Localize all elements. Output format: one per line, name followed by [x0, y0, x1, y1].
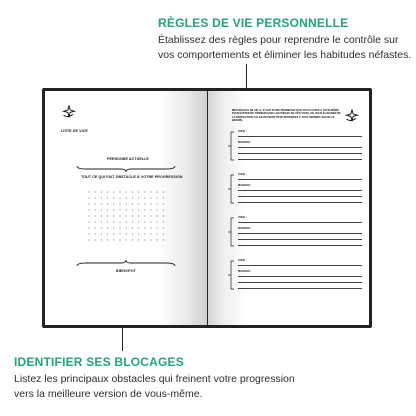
vice-section [228, 129, 364, 167]
grid-dot [113, 215, 114, 216]
grid-dot [95, 227, 96, 228]
grid-dot [107, 191, 108, 192]
grid-dot [150, 215, 151, 216]
grid-dot [119, 227, 120, 228]
grid-dot [126, 221, 127, 222]
grid-dot [95, 209, 96, 210]
grid-dot [144, 191, 145, 192]
grid-dot [163, 233, 164, 234]
reason-write-line[interactable] [238, 190, 362, 191]
grid-dot [113, 227, 114, 228]
top-caption-title: RÈGLES DE VIE PERSONNELLE [158, 16, 349, 30]
grid-dot [95, 233, 96, 234]
grid-dot [163, 227, 164, 228]
reason-write-line[interactable] [238, 196, 362, 197]
vice-write-line[interactable] [238, 179, 362, 180]
left-page-title: LISTE DE VICE [61, 129, 88, 133]
grid-dot [157, 239, 158, 240]
reason-label: RAISON : [238, 226, 252, 230]
grid-dot [150, 203, 151, 204]
grid-dot [163, 203, 164, 204]
dot-grid [86, 189, 166, 243]
grid-dot [126, 227, 127, 228]
grid-dot [144, 215, 145, 216]
grid-dot [119, 215, 120, 216]
vice-label: VICE : [238, 129, 247, 133]
grid-dot [119, 197, 120, 198]
grid-dot [88, 191, 89, 192]
grid-dot [157, 215, 158, 216]
reason-write-line[interactable] [238, 153, 362, 154]
grid-dot [126, 197, 127, 198]
grid-dot [107, 203, 108, 204]
grid-dot [163, 197, 164, 198]
grid-dot [95, 221, 96, 222]
grid-dot [150, 227, 151, 228]
grid-dot [150, 221, 151, 222]
bottom-label: BIENVEYIT [116, 269, 136, 273]
grid-dot [132, 197, 133, 198]
grid-dot [88, 221, 89, 222]
grid-dot [101, 239, 102, 240]
grid-dot [138, 215, 139, 216]
grid-dot [101, 221, 102, 222]
grid-dot [138, 239, 139, 240]
bottom-caption-title: IDENTIFIER SES BLOCAGES [14, 355, 184, 369]
grid-dot [132, 227, 133, 228]
open-notebook [42, 88, 372, 328]
sparkle-logo-icon-right [344, 109, 360, 123]
grid-dot [126, 239, 127, 240]
grid-dot [101, 191, 102, 192]
vice-write-line[interactable] [238, 265, 362, 266]
grid-dot [107, 227, 108, 228]
grid-dot [157, 233, 158, 234]
grid-dot [157, 203, 158, 204]
grid-dot [88, 197, 89, 198]
grid-dot [101, 209, 102, 210]
right-page [208, 91, 369, 325]
vice-write-line[interactable] [238, 136, 362, 137]
reason-write-line[interactable] [238, 202, 362, 203]
vice-section [228, 215, 364, 253]
grid-dot [107, 197, 108, 198]
grid-dot [138, 233, 139, 234]
grid-dot [119, 191, 120, 192]
grid-dot [144, 227, 145, 228]
grid-dot [132, 209, 133, 210]
grid-dot [95, 191, 96, 192]
grid-dot [157, 209, 158, 210]
reason-write-line[interactable] [238, 288, 362, 289]
grid-dot [107, 221, 108, 222]
grid-dot [107, 209, 108, 210]
grid-dot [132, 215, 133, 216]
grid-dot [163, 239, 164, 240]
reason-label: RAISON : [238, 183, 252, 187]
left-page [45, 91, 207, 325]
grid-dot [138, 203, 139, 204]
grid-dot [113, 197, 114, 198]
vice-section [228, 172, 364, 210]
grid-dot [163, 209, 164, 210]
grid-dot [95, 239, 96, 240]
grid-dot [88, 233, 89, 234]
reason-label: RAISON : [238, 269, 252, 273]
grid-dot [119, 239, 120, 240]
grid-dot [101, 233, 102, 234]
grid-dot [113, 239, 114, 240]
grid-dot [88, 215, 89, 216]
section-bracket [228, 260, 234, 290]
grid-dot [150, 209, 151, 210]
grid-dot [132, 203, 133, 204]
grid-dot [126, 203, 127, 204]
grid-dot [132, 239, 133, 240]
current-person-label: PERSONNE ACTUELLE [107, 157, 149, 161]
grid-dot [107, 239, 108, 240]
section-bracket [228, 217, 234, 247]
grid-dot [113, 209, 114, 210]
grid-dot [95, 215, 96, 216]
reason-write-line[interactable] [238, 245, 362, 246]
grid-dot [150, 233, 151, 234]
reason-label: RAISON : [238, 140, 252, 144]
reason-write-line[interactable] [238, 147, 362, 148]
grid-dot [101, 227, 102, 228]
grid-dot [88, 209, 89, 210]
grid-dot [107, 233, 108, 234]
obstacles-subtitle: TOUT CE QUI FAIT OBSTACLE À VOTRE PROGRESSION [81, 175, 183, 179]
section-bracket [228, 174, 234, 204]
grid-dot [132, 191, 133, 192]
grid-dot [88, 239, 89, 240]
grid-dot [88, 227, 89, 228]
reason-write-line[interactable] [238, 159, 362, 160]
reason-write-line[interactable] [238, 233, 362, 234]
grid-dot [101, 197, 102, 198]
grid-dot [163, 215, 164, 216]
grid-dot [150, 239, 151, 240]
grid-dot [113, 203, 114, 204]
grid-dot [107, 215, 108, 216]
grid-dot [126, 233, 127, 234]
grid-dot [144, 209, 145, 210]
rules-intro-text: MES RÈGLES DE VIE, IL S'AGIT D'UNE PROMESSE QUE VOUS FAITES À VOUS-MÊME POUR ÉVITER DE TOMBER DANS LES PIÈGES DE VOS VICES, DE VOUS ÉLOIGNER DE LA PERFECTION. ELLES PEUVENT ÊTRE MODIFIÉES À TOUT MOMENT SELON LE BESOIN. [232, 109, 341, 123]
grid-dot [144, 197, 145, 198]
vice-label: VICE : [238, 258, 247, 262]
grid-dot [101, 203, 102, 204]
vice-label: VICE : [238, 215, 247, 219]
grid-dot [126, 209, 127, 210]
reason-write-line[interactable] [238, 276, 362, 277]
grid-dot [144, 203, 145, 204]
grid-dot [95, 197, 96, 198]
grid-dot [138, 221, 139, 222]
grid-dot [138, 209, 139, 210]
top-caption-description: Établissez des règles pour reprendre le contrôle sur vos comportements et éliminer les habitudes néfastes. [158, 34, 412, 61]
grid-dot [138, 197, 139, 198]
grid-dot [119, 203, 120, 204]
grid-dot [163, 221, 164, 222]
grid-dot [113, 191, 114, 192]
grid-dot [150, 197, 151, 198]
bottom-caption-description: Listez les principaux obstacles qui freinent votre progression vers la meilleure version de vous-même. [14, 373, 295, 400]
grid-dot [113, 233, 114, 234]
reason-write-line[interactable] [238, 239, 362, 240]
grid-dot [101, 215, 102, 216]
top-brace [76, 165, 176, 173]
sparkle-logo-icon [61, 105, 77, 119]
bottom-brace [76, 259, 176, 267]
vice-label: VICE : [238, 172, 247, 176]
grid-dot [144, 233, 145, 234]
grid-dot [119, 233, 120, 234]
grid-dot [144, 221, 145, 222]
grid-dot [119, 209, 120, 210]
grid-dot [138, 191, 139, 192]
grid-dot [95, 203, 96, 204]
vice-write-line[interactable] [238, 222, 362, 223]
grid-dot [157, 191, 158, 192]
grid-dot [113, 221, 114, 222]
grid-dot [157, 197, 158, 198]
reason-write-line[interactable] [238, 282, 362, 283]
grid-dot [163, 191, 164, 192]
grid-dot [119, 221, 120, 222]
grid-dot [157, 227, 158, 228]
grid-dot [132, 233, 133, 234]
vice-section [228, 258, 364, 296]
grid-dot [150, 191, 151, 192]
grid-dot [126, 215, 127, 216]
grid-dot [157, 221, 158, 222]
grid-dot [132, 221, 133, 222]
grid-dot [126, 191, 127, 192]
grid-dot [144, 239, 145, 240]
grid-dot [88, 203, 89, 204]
section-bracket [228, 131, 234, 161]
grid-dot [138, 227, 139, 228]
